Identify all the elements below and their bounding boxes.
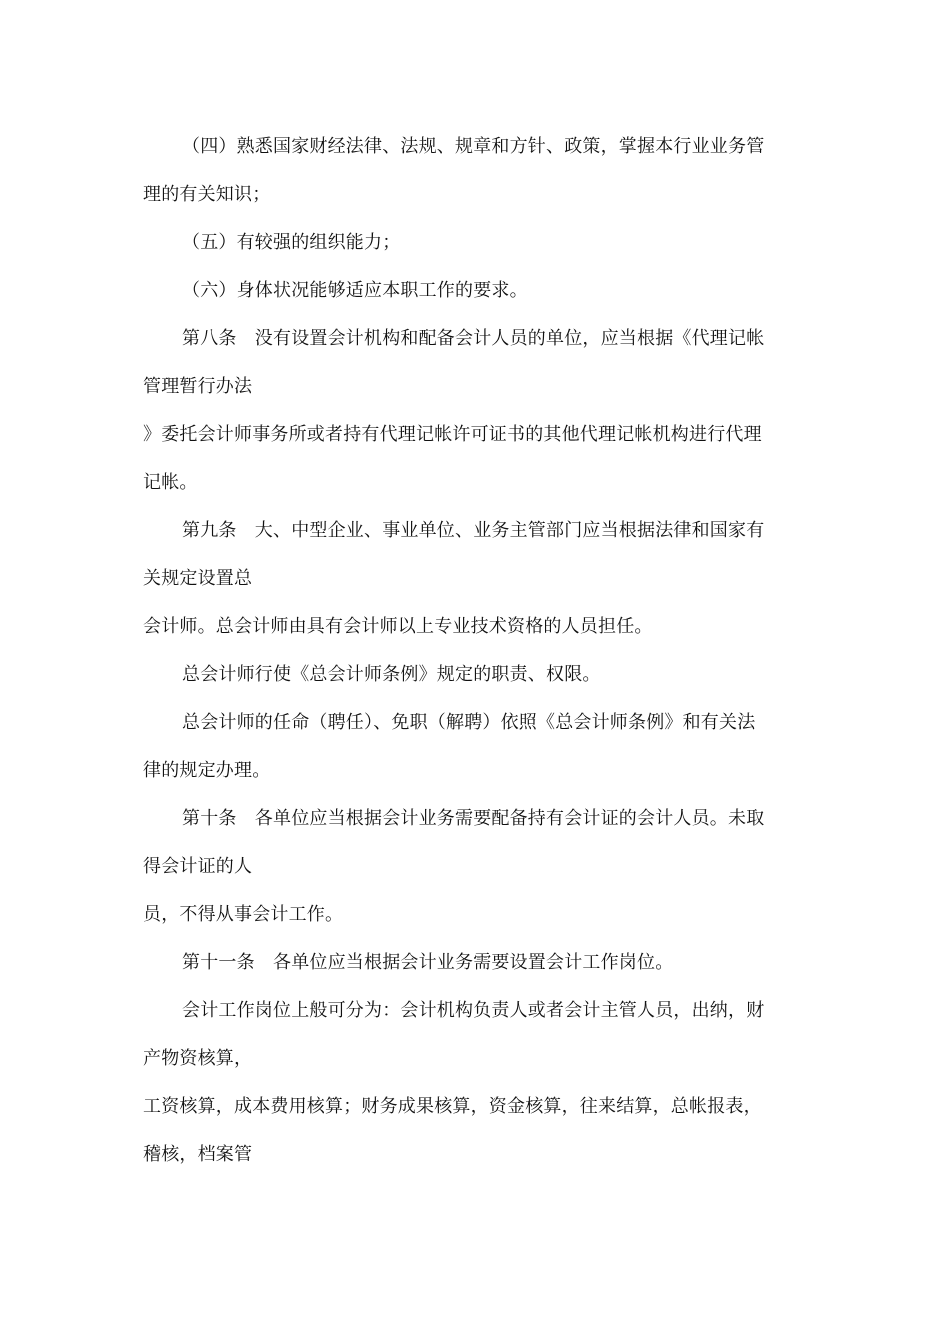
text-line: （四）熟悉国家财经法律、法规、规章和方针、政策，掌握本行业业务管 <box>182 136 765 157</box>
text-line: 工资核算，成本费用核算；财务成果核算，资金核算，往来结算，总帐报表， <box>143 1096 762 1117</box>
text-line: 第十条 各单位应当根据会计业务需要配备持有会计证的会计人员。未取 <box>182 808 765 829</box>
text-line: （六）身体状况能够适应本职工作的要求。 <box>182 280 528 301</box>
text-line: 第十一条 各单位应当根据会计业务需要设置会计工作岗位。 <box>182 952 674 973</box>
text-line: 会计师。总会计师由具有会计师以上专业技术资格的人员担任。 <box>143 616 653 637</box>
text-line: 关规定设置总 <box>143 568 253 589</box>
text-line: 律的规定办理。 <box>143 760 271 781</box>
text-line: 员，不得从事会计工作。 <box>143 904 344 925</box>
text-line: 会计工作岗位上般可分为：会计机构负责人或者会计主管人员，出纳，财 <box>182 1000 765 1021</box>
text-line: 管理暂行办法 <box>143 376 253 397</box>
text-line: 理的有关知识； <box>143 184 271 205</box>
text-line: 》委托会计师事务所或者持有代理记帐许可证书的其他代理记帐机构进行代理 <box>143 424 762 445</box>
text-line: 记帐。 <box>143 472 198 493</box>
text-line: 产物资核算， <box>143 1048 253 1069</box>
text-line: 总会计师的任命（聘任）、免职（解聘）依照《总会计师条例》和有关法 <box>182 712 756 733</box>
text-line: 总会计师行使《总会计师条例》规定的职责、权限。 <box>182 664 601 685</box>
text-line: 第九条 大、中型企业、事业单位、业务主管部门应当根据法律和国家有 <box>182 520 765 541</box>
text-line: 得会计证的人 <box>143 856 253 877</box>
text-line: 第八条 没有设置会计机构和配备会计人员的单位，应当根据《代理记帐 <box>182 328 765 349</box>
text-line: （五）有较强的组织能力； <box>182 232 401 253</box>
text-line: 稽核，档案管 <box>143 1144 253 1165</box>
